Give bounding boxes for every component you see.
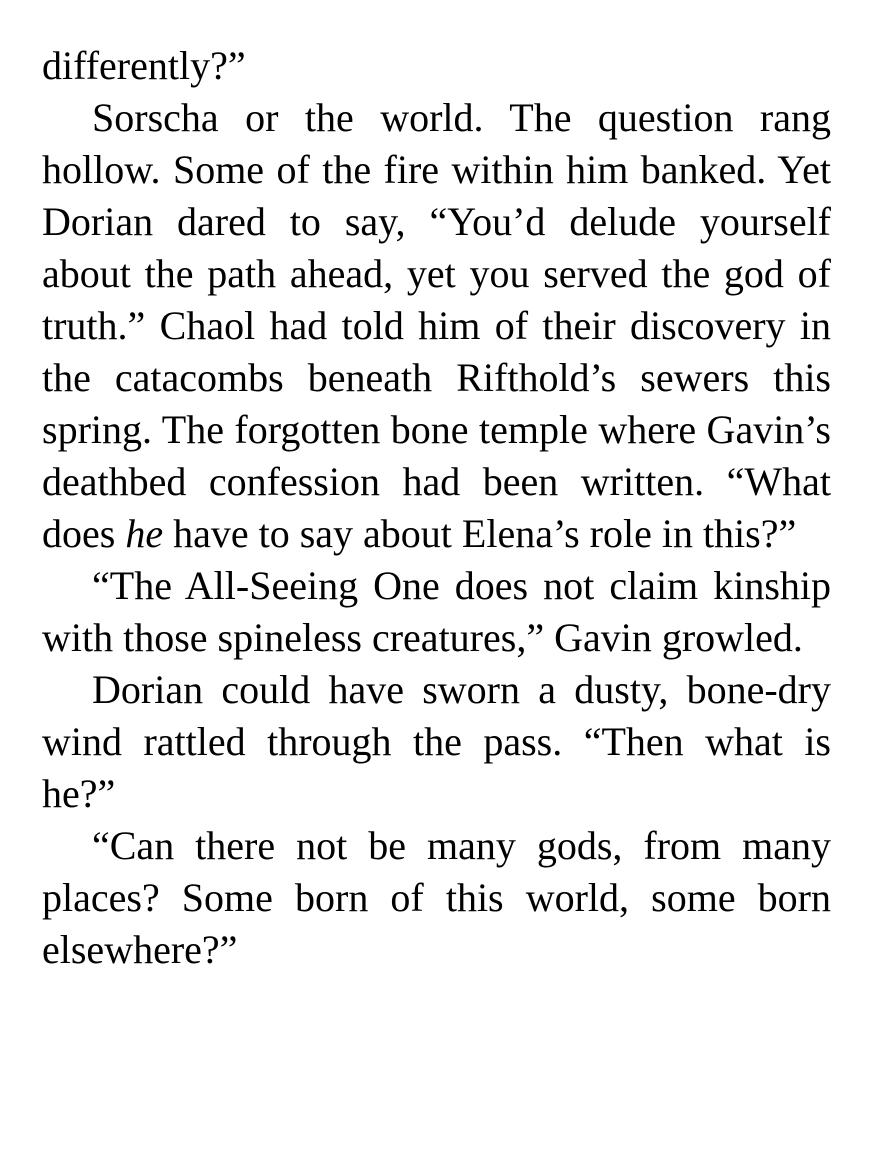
paragraph-text: differently?” [42, 43, 246, 88]
emphasis-text: he [125, 511, 164, 556]
paragraph-text: Dorian could have sworn a dusty, bone-dry wind rattled through the pass. “Then what is he?” [42, 667, 831, 816]
paragraph-text: Sorscha or the world. The question rang hollow. Some of the fire within him banked. Yet Dorian dared to say, “You’d delude yourself about the path ahead, yet you served the god of truth.” Chaol had told him of their discovery in the catacombs beneath Rifthold’s sewers this spring. The forgotten bone temple where Gavin’s deathbed confession had been written. “What does [42, 95, 831, 556]
paragraph-text-after: have to say about Elena’s role in this?” [163, 511, 797, 556]
paragraph [42, 560, 831, 664]
paragraph [42, 664, 831, 820]
paragraph [42, 92, 831, 560]
book-page [42, 40, 831, 976]
paragraph [42, 820, 831, 976]
paragraph-text: “The All-Seeing One does not claim kinship with those spineless creatures,” Gavin growled. [42, 563, 831, 660]
paragraph-continued [42, 40, 831, 92]
paragraph-text: “Can there not be many gods, from many places? Some born of this world, some born elsewhere?” [42, 823, 831, 972]
